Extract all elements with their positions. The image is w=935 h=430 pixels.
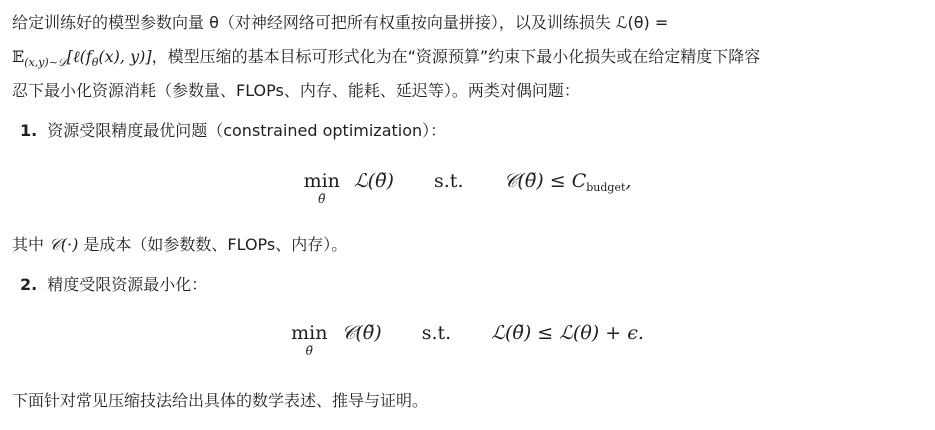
eq1-objective: ℒ(θ̃) (353, 170, 394, 192)
equation-1 (0, 170, 935, 206)
outro (12, 384, 924, 418)
intro-text-3: 忍下最小化资源消耗（参数量、FLOPs、内存、能耗、延迟等）。两类对偶问题： (12, 81, 580, 100)
problem-1-title: 资源受限精度最优问题（constrained optimization）： (47, 121, 447, 140)
intro-text-2: ，模型压缩的基本目标可形式化为在“资源预算”约束下最小化损失或在给定精度下降容 (151, 47, 761, 66)
expectation-subscript: (x,y)∼𝒟 (24, 56, 67, 69)
eq2-objective: 𝒞(θ̃) (341, 322, 382, 344)
problem-2-number: 2. (20, 275, 38, 294)
cost-note-prefix: 其中 (12, 235, 50, 254)
intro-line-1 (12, 6, 924, 40)
eq2-st: s.t. (421, 322, 452, 344)
eq1-comma: , (625, 170, 632, 192)
eq1-budget-subscript: budget (586, 181, 626, 194)
problem-2-heading (20, 270, 207, 300)
eq1-constraint (504, 170, 632, 194)
cost-note (12, 228, 924, 262)
intro-line-3 (12, 74, 924, 108)
cost-note-math: 𝒞(·) (49, 235, 79, 254)
loss-expression-end: (x), y)] (98, 47, 152, 66)
theta-subscript: θ (91, 56, 99, 69)
eq2-min-subscript: θ̃ (305, 344, 313, 358)
eq1-min-subscript: θ̃ (318, 192, 326, 206)
loss-expression: [ℓ(f (66, 47, 92, 66)
eq2-min-label: min (291, 322, 328, 344)
outro-text: 下面针对常见压缩技法给出具体的数学表述、推导与证明。 (12, 391, 429, 410)
eq1-min-label: min (303, 170, 340, 192)
cost-note-text: 是成本（如参数数、FLOPs、内存）。 (78, 235, 348, 254)
eq1-min-operator (304, 170, 340, 206)
problem-1-heading (20, 116, 446, 146)
problem-2-title: 精度受限资源最小化： (47, 275, 208, 294)
equation-2 (0, 322, 935, 358)
expectation-symbol: 𝔼 (12, 47, 25, 66)
eq2-min-operator (291, 322, 327, 358)
eq1-st: s.t. (434, 170, 464, 192)
eq2-constraint: ℒ(θ̃) ≤ ℒ(θ) + ϵ. (491, 322, 644, 344)
intro-text-1: 给定训练好的模型参数向量 θ（对神经网络可把所有权重按向量拼接），以及训练损失 ℒ(θ) = (12, 13, 669, 32)
eq1-constraint-text: 𝒞(θ̃) ≤ C (503, 170, 587, 192)
problem-1-number: 1. (20, 121, 38, 140)
